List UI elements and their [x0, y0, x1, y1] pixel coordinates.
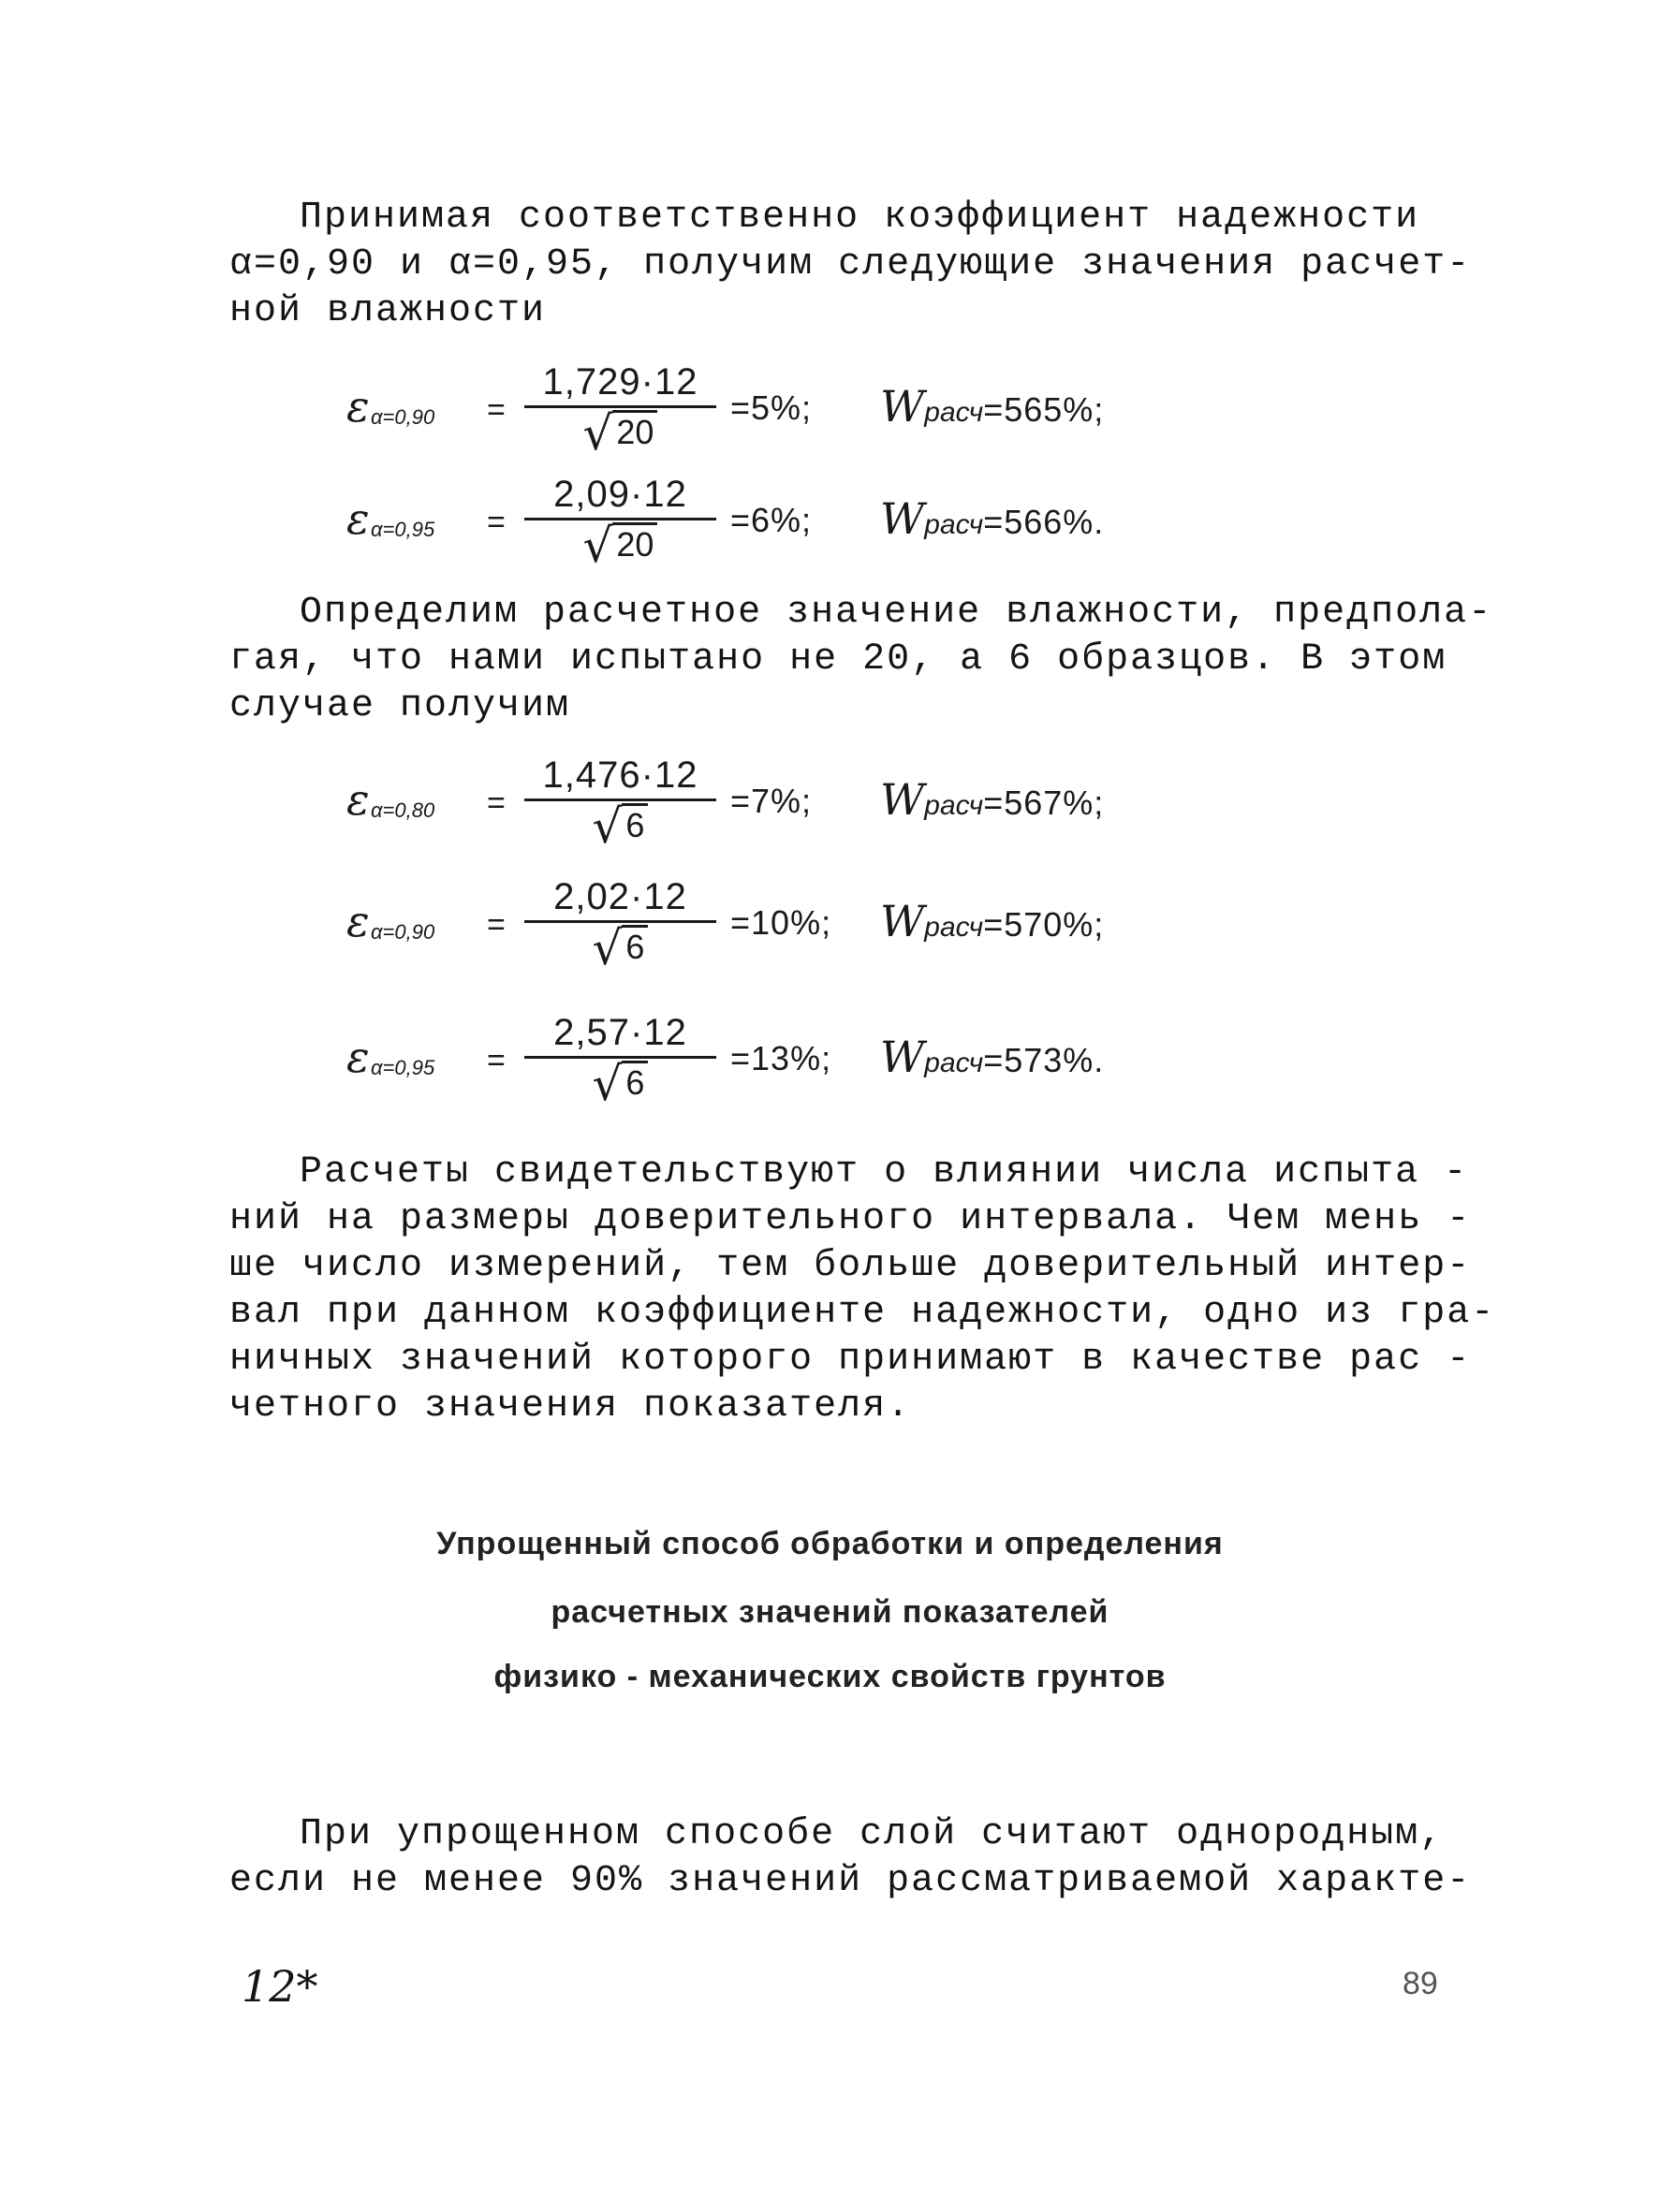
numerator: 1,476·12 [542, 754, 698, 796]
intro-line-1: Принимая соответственно коэффициент надежности [300, 197, 1420, 239]
radicand: 20 [612, 522, 657, 564]
radicand: 20 [612, 410, 657, 451]
epsilon-subscript: α=0,90 [371, 920, 435, 944]
page-number: 89 [1403, 1966, 1438, 2001]
middle-line-2: гая, что нами испытано не 20, а 6 образцов. В этом [229, 638, 1447, 681]
signature-mark: 12* [242, 1961, 318, 2012]
denominator [582, 519, 658, 573]
fraction [524, 875, 716, 975]
conclusion-line-6: четного значения показателя. [229, 1385, 912, 1428]
fraction [524, 473, 716, 573]
fraction-bar [524, 518, 716, 520]
radicand: 6 [622, 803, 648, 844]
section-heading-line-3: физико - механических свойств грунтов [493, 1659, 1167, 1694]
intro-line-2: α=0,90 и α=0,95, получим следующие значения расчет- [229, 243, 1472, 286]
w-subscript: расч [924, 509, 984, 540]
numerator: 2,09·12 [553, 474, 687, 515]
fraction [524, 754, 716, 854]
fraction [524, 1011, 716, 1111]
equals-sign: = [487, 392, 506, 428]
w-subscript: расч [924, 1047, 984, 1078]
calc-moisture [880, 493, 1104, 544]
w-value: =567%; [983, 784, 1105, 822]
w-value: =570%; [983, 905, 1105, 944]
equals-sign: = [487, 1043, 506, 1078]
epsilon-subscript: α=0,80 [371, 798, 435, 822]
sqrt-icon: √ [592, 799, 623, 854]
w-subscript: расч [924, 397, 984, 428]
w-symbol: W [880, 896, 925, 946]
w-value: =565%; [983, 390, 1105, 429]
w-symbol: W [880, 381, 925, 432]
w-symbol: W [880, 493, 925, 544]
epsilon-symbol: ε [346, 381, 370, 432]
denominator [592, 799, 649, 854]
epsilon-subscript: α=0,90 [371, 405, 435, 429]
final-paragraph [229, 1811, 1472, 1905]
equals-sign: = [487, 907, 506, 943]
epsilon-subscript: α=0,95 [371, 518, 435, 541]
final-line-2: если не менее 90% значений рассматриваемой характе- [229, 1860, 1472, 1902]
section-heading-line-1: Упрощенный способ обработки и определения [436, 1526, 1224, 1561]
error-result: =5%; [730, 388, 813, 427]
section-heading-line-2: расчетных значений показателей [551, 1594, 1109, 1630]
sqrt-icon: √ [592, 1057, 623, 1111]
radicand: 6 [622, 1061, 648, 1102]
middle-paragraph [229, 590, 1493, 730]
sqrt-icon: √ [582, 519, 613, 573]
sqrt-icon: √ [582, 406, 613, 461]
denominator [592, 1057, 649, 1111]
radicand: 6 [622, 925, 648, 966]
calc-moisture [880, 1032, 1104, 1082]
error-result: =10%; [730, 903, 832, 942]
numerator: 2,02·12 [553, 876, 687, 917]
conclusion-line-1: Расчеты свидетельствуют о влиянии числа испыта - [300, 1151, 1469, 1194]
epsilon-symbol: ε [346, 774, 370, 825]
denominator [582, 406, 658, 461]
conclusion-line-5: ничных значений которого принимают в качестве рас - [229, 1339, 1472, 1381]
conclusion-line-4: вал при данном коэффициенте надежности, одно из гра- [229, 1292, 1496, 1334]
numerator: 1,729·12 [542, 361, 698, 403]
error-result: =7%; [730, 782, 813, 820]
equals-sign: = [487, 505, 506, 540]
numerator: 2,57·12 [553, 1012, 687, 1053]
w-value: =573%. [983, 1041, 1105, 1079]
conclusion-line-2: ний на размеры доверительного интервала. Чем мень - [229, 1198, 1472, 1240]
w-value: =566%. [983, 503, 1105, 541]
calc-moisture [880, 896, 1104, 946]
middle-line-3: случае получим [229, 685, 571, 727]
denominator [592, 921, 649, 975]
conclusion-line-3: ше число измерений, тем больше доверительный интер- [229, 1245, 1472, 1287]
equals-sign: = [487, 785, 506, 821]
w-subscript: расч [924, 790, 984, 821]
sqrt-icon: √ [592, 921, 623, 975]
w-symbol: W [880, 1032, 925, 1082]
epsilon-subscript: α=0,95 [371, 1056, 435, 1079]
middle-line-1: Определим расчетное значение влажности, предпола- [300, 592, 1493, 634]
fraction [524, 360, 716, 461]
error-result: =13%; [730, 1039, 832, 1077]
w-symbol: W [880, 774, 925, 825]
epsilon-symbol: ε [346, 896, 370, 946]
final-line-1: При упрощенном способе слой считают однородным, [300, 1813, 1445, 1855]
epsilon-symbol: ε [346, 493, 370, 544]
intro-paragraph [229, 195, 1472, 335]
calc-moisture [880, 774, 1104, 825]
epsilon-symbol: ε [346, 1032, 370, 1082]
conclusion-paragraph [229, 1150, 1496, 1430]
fraction-bar [524, 405, 716, 408]
w-subscript: расч [924, 912, 984, 943]
error-result: =6%; [730, 501, 813, 539]
intro-line-3: ной влажности [229, 290, 547, 332]
calc-moisture [880, 381, 1104, 432]
